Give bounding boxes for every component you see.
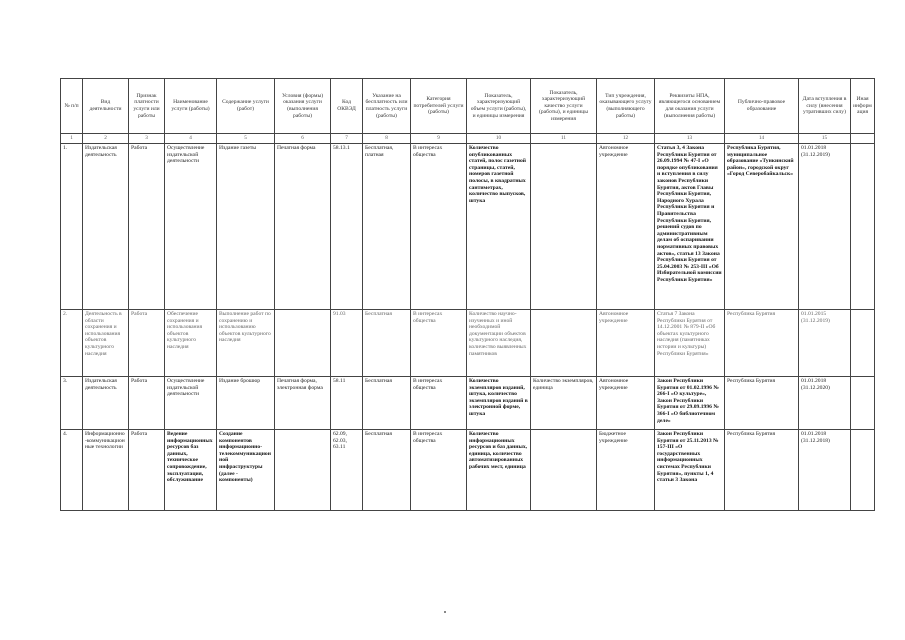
okved-code: 58.13.1: [331, 144, 363, 310]
public-entity: Республика Бурятия: [725, 377, 799, 430]
column-number: 9: [411, 134, 467, 144]
public-entity: Республика Бурятия, муниципальное образование «Тункинский район», городской округ «Город Северобайкальск»: [725, 144, 799, 310]
volume-indicator: Количество опубликованных статей, полос газетной страницы, статей, номеров газетной полосы, в квадратных сантиметрах, количество выпусков, штука: [467, 144, 531, 310]
activity-type: Издательская деятельность: [83, 144, 129, 310]
service-content: Издание газеты: [217, 144, 275, 310]
okved-code: 62.09, 62.03, 63.11: [331, 430, 363, 511]
legal-act-details: Статья 7 Закона Республики Бурятия от 14.12.2001 № 879-II «Об объектах культурного наследия (памятниках истории и культуры) Республики Бурятия»: [655, 310, 725, 377]
header-cell: Категория потребителей услуги (работы): [411, 79, 467, 134]
public-entity: Республика Бурятия: [725, 430, 799, 511]
activity-type: Издательская деятельность: [83, 377, 129, 430]
other-info: [851, 144, 875, 310]
column-number: 7: [331, 134, 363, 144]
service-content: Создание компонентов информационно-телекоммуникационной инфраструктуры (далее - компоненты): [217, 430, 275, 511]
header-cell: Наименование услуги (работы): [165, 79, 217, 134]
free-or-paid: Бесплатная: [363, 377, 411, 430]
public-entity: Республика Бурятия: [725, 310, 799, 377]
header-cell: № п/п: [61, 79, 83, 134]
volume-indicator: Количество научно-изученных и иной необходимой документации объектов культурного наследия, количество выявленных памятников: [467, 310, 531, 377]
quality-indicator: [531, 310, 597, 377]
paid-sign: Работа: [129, 310, 165, 377]
effective-date: 01.01.2018 (31.12.2018): [799, 430, 851, 511]
consumer-category: В интересах общества: [411, 377, 467, 430]
header-cell: Вид деятельности: [83, 79, 129, 134]
free-or-paid: Бесплатная, платная: [363, 144, 411, 310]
free-or-paid: Бесплатная: [363, 310, 411, 377]
quality-indicator: Количество экземпляров, единица: [531, 377, 597, 430]
service-conditions: [275, 430, 331, 511]
other-info: [851, 430, 875, 511]
effective-date: 01.01.2015 (31.12.2019): [799, 310, 851, 377]
header-cell: Публично-правовое образование: [725, 79, 799, 134]
paid-sign: Работа: [129, 430, 165, 511]
column-number: 15: [799, 134, 851, 144]
column-number: 8: [363, 134, 411, 144]
registry-table: [60, 78, 875, 511]
service-conditions: Печатная форма: [275, 144, 331, 310]
column-number: [851, 134, 875, 144]
column-number: 11: [531, 134, 597, 144]
service-name: Обеспечение сохранения и использования объектов культурного наследия: [165, 310, 217, 377]
header-cell: Реквизиты НПА, являющегося основанием для оказания услуги (выполнения работы): [655, 79, 725, 134]
header-cell: Условия (формы) оказания услуги (выполнения работы): [275, 79, 331, 134]
consumer-category: В интересах общества: [411, 144, 467, 310]
table-row: [61, 430, 875, 511]
registry-sheet: [60, 78, 875, 511]
legal-act-details: Закон Республики Бурятия от 01.02.1996 № 266-I «О культуре», Закон Республики Бурятия от 29.09.1996 № 366-I «О библиотечном деле»: [655, 377, 725, 430]
header-cell: Показатель, характеризующий качество услуги (работы), и единицы измерения: [531, 79, 597, 134]
column-number: 2: [83, 134, 129, 144]
header-cell: Признак платности услуги или работы: [129, 79, 165, 134]
okved-code: 58.11: [331, 377, 363, 430]
row-number: 4.: [61, 430, 83, 511]
row-number: 3.: [61, 377, 83, 430]
header-row: [61, 79, 875, 134]
quality-indicator: [531, 144, 597, 310]
table-row: [61, 377, 875, 430]
header-cell: Дата вступления в силу (внесения утративших силу): [799, 79, 851, 134]
row-number: 1.: [61, 144, 83, 310]
institution-type: Автономное учреждение: [597, 310, 655, 377]
effective-date: 01.01.2018 (31.12.2019): [799, 144, 851, 310]
other-info: [851, 377, 875, 430]
header-cell: Код ОКВЭД: [331, 79, 363, 134]
free-or-paid: Бесплатная: [363, 430, 411, 511]
column-number: 12: [597, 134, 655, 144]
scan-speck: [444, 611, 446, 613]
legal-act-details: Статья 3, 4 Закона Республики Бурятия от 26.09.1994 № 47-I «О порядке опубликования и вступления в силу законов Республики Бурятия, актов Главы Республики Бурятия, Народного Хурала Республики Бурятия и Правительства Республики Бурятия, решений судов по административным делам об оспаривании нормативных правовых актов», статья 13 Закона Республики Бурятия от 25.04.2003 № 253-III «Об Избирательной комиссии Республики Бурятия»: [655, 144, 725, 310]
service-name: Осуществление издательской деятельности: [165, 144, 217, 310]
header-cell: Тип учреждения, оказывающего услугу (выполняющего работы): [597, 79, 655, 134]
volume-indicator: Количество экземпляров изданий, штука, количество экземпляров изданий в электронной форме, штука: [467, 377, 531, 430]
activity-type: Информационно-коммуникационные технологии: [83, 430, 129, 511]
quality-indicator: [531, 430, 597, 511]
column-number-row: [61, 134, 875, 144]
effective-date: 01.01.2018 (31.12.2020): [799, 377, 851, 430]
service-name: Ведение информационных ресурсов баз данных, техническое сопровождение, эксплуатация, обслуживание: [165, 430, 217, 511]
column-number: 5: [217, 134, 275, 144]
column-number: 13: [655, 134, 725, 144]
column-number: 10: [467, 134, 531, 144]
other-info: [851, 310, 875, 377]
institution-type: Автономное учреждение: [597, 377, 655, 430]
column-number: 6: [275, 134, 331, 144]
column-number: 1: [61, 134, 83, 144]
service-name: Осуществление издательской деятельности: [165, 377, 217, 430]
legal-act-details: Закон Республики Бурятия от 25.11.2013 № 157-III «О государственных информационных системах Республики Бурятия», пункты 1, 4 статьи 3 Закона: [655, 430, 725, 511]
okved-code: 91.03: [331, 310, 363, 377]
service-content: Издание брошюр: [217, 377, 275, 430]
consumer-category: В интересах общества: [411, 430, 467, 511]
header-cell: Показатель, характеризующий объем услуги (работы), и единицы измерения: [467, 79, 531, 134]
institution-type: Бюджетное учреждение: [597, 430, 655, 511]
table-row: [61, 310, 875, 377]
column-number: 4: [165, 134, 217, 144]
column-number: 3: [129, 134, 165, 144]
volume-indicator: Количество информационных ресурсов и баз данных, единица, количество автоматизированных рабочих мест, единица: [467, 430, 531, 511]
service-conditions: [275, 310, 331, 377]
paid-sign: Работа: [129, 377, 165, 430]
header-cell: Указание на бесплатность или платность услуги (работы): [363, 79, 411, 134]
activity-type: Деятельность в области сохранения и использования объектов культурного наследия: [83, 310, 129, 377]
institution-type: Автономное учреждение: [597, 144, 655, 310]
column-number: 14: [725, 134, 799, 144]
service-conditions: Печатная форма, электронная форма: [275, 377, 331, 430]
table-row: [61, 144, 875, 310]
row-number: 2.: [61, 310, 83, 377]
header-cell: Иная информация: [851, 79, 875, 134]
service-content: Выполнение работ по сохранению и использованию объектов культурного наследия: [217, 310, 275, 377]
paid-sign: Работа: [129, 144, 165, 310]
consumer-category: В интересах общества: [411, 310, 467, 377]
header-cell: Содержание услуги (работ): [217, 79, 275, 134]
